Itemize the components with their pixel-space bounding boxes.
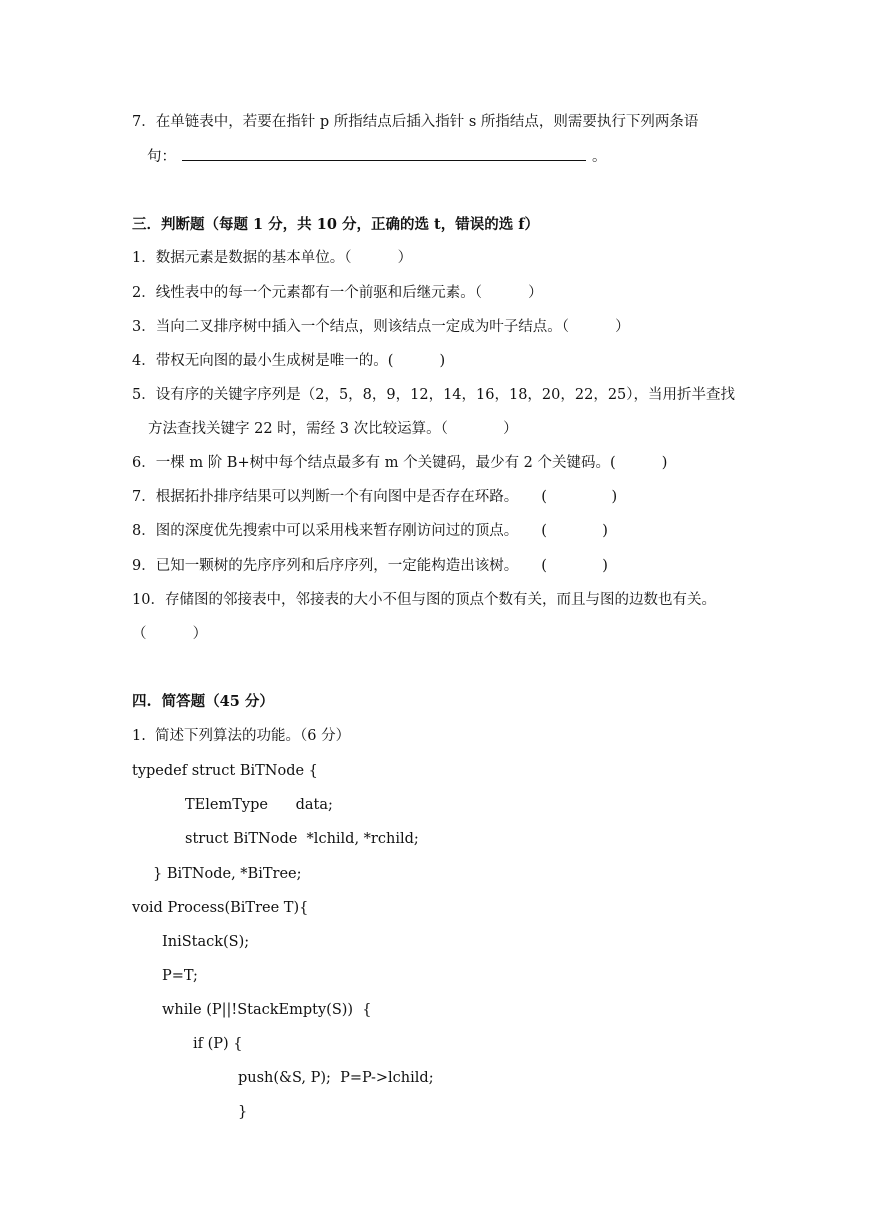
section3-title: 三．判断题（每题 1 分，共 10 分，正确的选 t，错误的选 f） (132, 216, 539, 233)
judge-item-3: 3．当向二叉排序树中插入一个结点，则该结点一定成为叶子结点。（ ） (132, 319, 630, 335)
code-line: void Process(BiTree T){ (132, 900, 309, 916)
section4-title: 四. 简答题（45 分） (132, 693, 274, 710)
code-line: while (P||!StackEmpty(S)) { (162, 1002, 372, 1018)
judge-item-1: 1．数据元素是数据的基本单位。（ ） (132, 250, 413, 266)
code-line: typedef struct BiTNode { (132, 763, 318, 779)
short-answer-q1: 1. 简述下列算法的功能。（6 分） (132, 728, 351, 744)
judge-item-7: 7．根据拓扑排序结果可以判断一个有向图中是否存在环路。 ( ) (132, 489, 618, 505)
answer-blank (182, 148, 586, 161)
code-line: struct BiTNode *lchild, *rchild; (185, 831, 419, 847)
judge-item-8: 8．图的深度优先搜索中可以采用栈来暂存刚访问过的顶点。 ( ) (132, 523, 608, 539)
code-line: } BiTNode, *BiTree; (153, 866, 302, 882)
fill-in-q7-line2 (147, 147, 607, 167)
code-line: IniStack(S); (162, 934, 250, 950)
judge-item-5-line2: 方法查找关键字 22 时，需经 3 次比较运算。（ ） (148, 421, 518, 437)
fill-in-q7-prefix: 句： (147, 149, 176, 165)
judge-item-4: 4．带权无向图的最小生成树是唯一的。( ) (132, 353, 446, 369)
judge-item-10-line2: （ ） (132, 626, 208, 642)
fill-in-q7-suffix: 。 (592, 149, 607, 165)
judge-item-5-line1: 5．设有序的关键字序列是（2，5，8，9，12，14，16，18，20，22，25），当用折半查找 (132, 387, 736, 403)
code-line: if (P) { (193, 1036, 243, 1052)
fill-in-q7-line1: 7．在单链表中，若要在指针 p 所指结点后插入指针 s 所指结点，则需要执行下列两条语 (132, 114, 699, 130)
judge-item-10-line1: 10．存储图的邻接表中，邻接表的大小不但与图的顶点个数有关，而且与图的边数也有关。 (132, 592, 716, 608)
judge-item-6: 6．一棵 m 阶 B+树中每个结点最多有 m 个关键码，最少有 2 个关键码。( ) (132, 455, 668, 471)
code-line: TElemType data; (185, 797, 333, 813)
code-line: push(&S, P); P=P->lchild; (238, 1070, 434, 1086)
judge-item-2: 2．线性表中的每一个元素都有一个前驱和后继元素。（ ） (132, 285, 543, 301)
judge-item-9: 9．已知一颗树的先序序列和后序序列，一定能构造出该树。 ( ) (132, 558, 608, 574)
code-line: P=T; (162, 968, 198, 984)
code-line: } (238, 1104, 248, 1120)
